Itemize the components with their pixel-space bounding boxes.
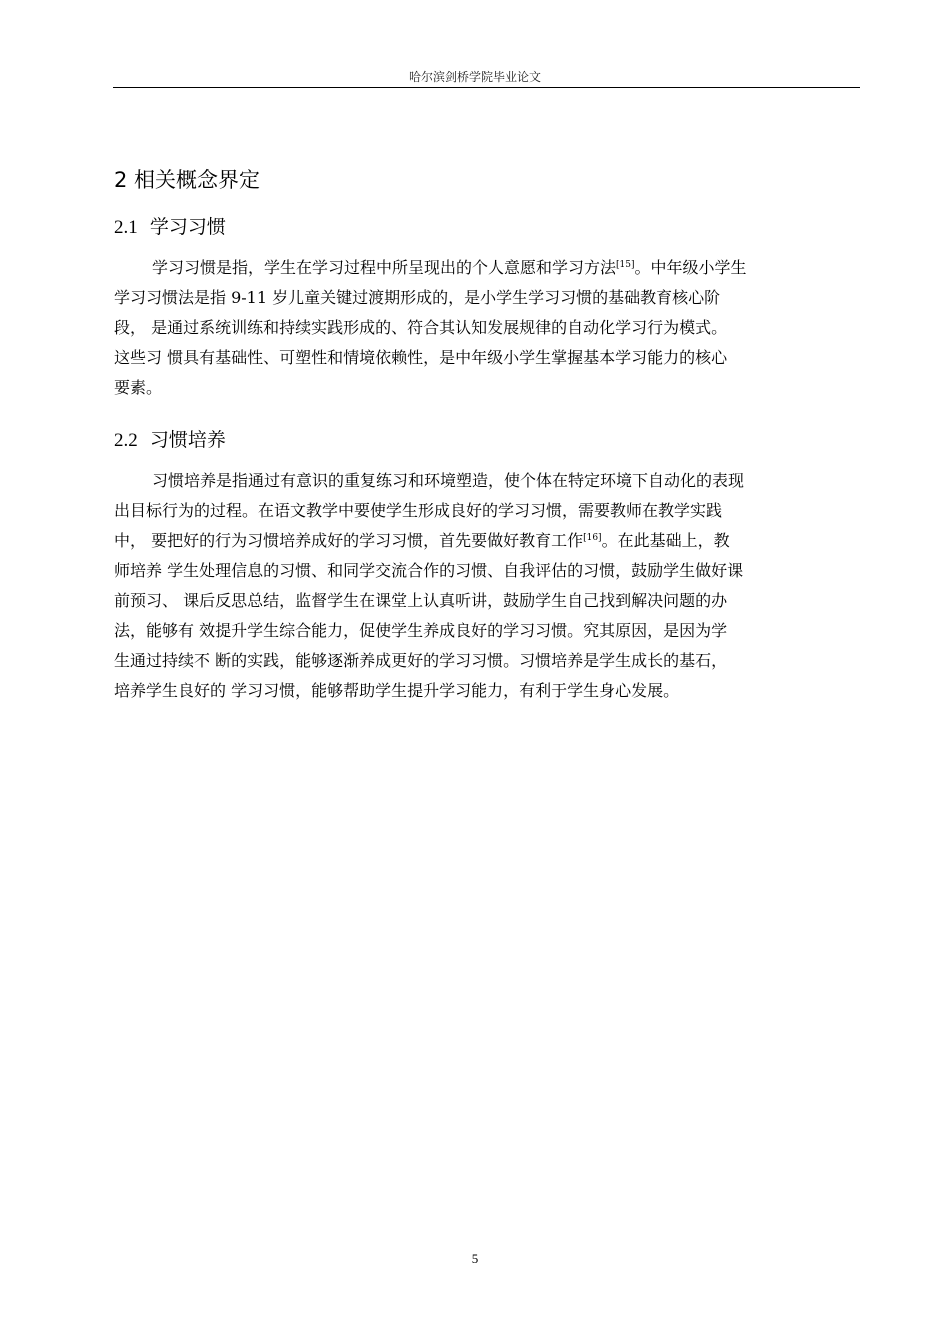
section-title: 学习习惯 [149,216,226,238]
paragraph-line: 法，能够有 效提升学生综合能力，促使学生养成良好的学习习惯。究其原因，是因为学 [114,621,728,640]
paragraph-line: 这些习 惯具有基础性、可塑性和情境依赖性，是中年级小学生掌握基本学习能力的核心 [114,348,728,367]
page-number: 5 [471,1251,479,1266]
section-number: 2.2 [114,430,138,451]
paragraph-line: 段， 是通过系统训练和持续实践形成的、符合其认知发展规律的自动化学习行为模式。 [114,318,728,337]
paragraph-learning-habit [114,253,861,403]
citation-15: [15] [616,260,635,270]
page-header: 哈尔滨剑桥学院毕业论文 [408,70,541,84]
citation-16: [16] [583,533,602,543]
section-heading-2-1 [114,212,226,239]
paragraph-line: 师培养 学生处理信息的习惯、和同学交流合作的习惯、自我评估的习惯，鼓励学生做好课 [114,561,744,580]
section-heading-2-2 [114,425,226,452]
paragraph-line: 学习习惯法是指 9-11 岁儿童关键过渡期形成的，是小学生学习习惯的基础教育核心阶 [114,288,721,307]
paragraph-line: 出目标行为的过程。在语文教学中要使学生形成良好的学习习惯，需要教师在教学实践 [114,501,723,520]
paragraph-line: 要素。 [114,378,163,397]
chapter-heading: 2 相关概念界定 [114,168,261,192]
paragraph-line: 生通过持续不 断的实践，能够逐渐养成更好的学习习惯。习惯培养是学生成长的基石， [114,651,728,670]
paragraph-line: 培养学生良好的 学习习惯，能够帮助学生提升学习能力，有利于学生身心发展。 [114,681,680,700]
paragraph-line: 学习习惯是指，学生在学习过程中所呈现出的个人意愿和学习方法[15]。中年级小学生 [152,258,747,277]
paragraph-habit-cultivation [114,466,861,706]
header-rule [113,87,860,88]
paragraph-line: 中， 要把好的行为习惯培养成好的学习习惯，首先要做好教育工作[16]。在此基础上，教 [114,531,730,550]
section-title: 习惯培养 [149,429,226,451]
section-number: 2.1 [114,217,138,238]
paragraph-line: 前预习、 课后反思总结，监督学生在课堂上认真听讲，鼓励学生自己找到解决问题的办 [114,591,728,610]
paragraph-line: 习惯培养是指通过有意识的重复练习和环境塑造，使个体在特定环境下自动化的表现 [152,471,745,490]
